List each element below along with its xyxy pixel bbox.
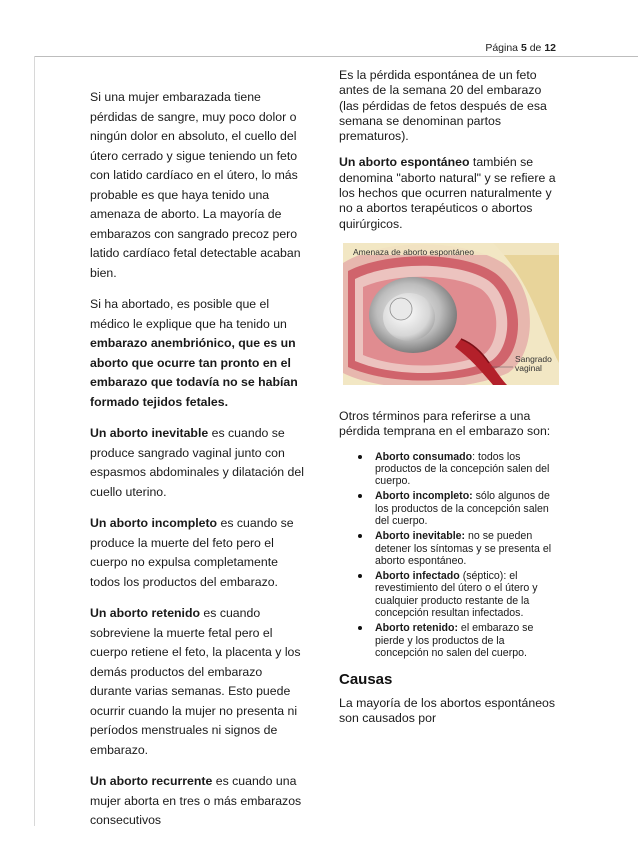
paragraph-incomplete: Un aborto incompleto es cuando se produce la muerte del feto pero el cuerpo no expulsa completamente todos los productos del embarazo. <box>90 516 294 589</box>
figure-label: Sangrado vaginal <box>515 353 552 373</box>
paragraph-causes: La mayoría de los abortos espontáneos son causados por <box>339 695 556 726</box>
paragraph-inevitable: Un aborto inevitable es cuando se produce sangrado vaginal junto con espasmos abdominales y dilatación del cuello uterino. <box>90 426 304 499</box>
figure-title: Amenaza de aborto espontáneo <box>353 246 474 257</box>
list-item: Aborto incompleto: sólo algunos de los productos de la concepción salen del cuerpo. <box>375 490 557 527</box>
paragraph-recurrent: Un aborto recurrente es cuando una mujer aborta en tres o más embarazos consecutivos <box>90 774 302 827</box>
list-item: Aborto inevitable: no se pueden detener los síntomas y se presenta el aborto espontáneo. <box>375 530 557 567</box>
threatened-abortion-illustration <box>343 243 559 385</box>
paragraph-anembryonic: Si ha abortado, es posible que el médico le explique que ha tenido un embarazo anembriónico, que es un aborto que ocurre tan pronto en el embarazo que todavía no se habían formado tejidos fetales. <box>90 297 298 409</box>
paragraph-other-terms: Otros términos para referirse a una pérdida temprana en el embarazo son: <box>339 408 551 439</box>
left-column <box>90 88 304 843</box>
paragraph-natural: Un aborto espontáneo también se denomina "aborto natural" y se refiere a los hechos que ocurren naturalmente y no a abortos terapéuticos o abortos quirúrgicos. <box>339 155 556 231</box>
list-item: Aborto retenido: el embarazo se pierde y los productos de la concepción no salen del cuerpo. <box>375 622 557 659</box>
section-title-causas: Causas <box>339 671 393 689</box>
list-item: Aborto consumado: todos los productos de la concepción salen del cuerpo. <box>375 451 557 488</box>
paragraph-threatened: Si una mujer embarazada tiene pérdidas de sangre, muy poco dolor o ningún dolor en absoluto, el cuello del útero cerrado y sigue teniendo un feto con latido cardíaco en el útero, lo más probable es que haya tenido una amenaza de aborto. La mayoría de embarazos con sangrado precoz pero latido cardíaco fetal detectable acaban bien. <box>90 90 301 280</box>
margin-rule <box>34 56 35 826</box>
list-item: Aborto infectado (séptico): el revestimiento del útero o el útero y cualquier producto restante de la concepción resultan infectados. <box>375 570 557 620</box>
page-number: Página 5 de 12 <box>485 42 556 54</box>
paragraph-retained: Un aborto retenido es cuando sobreviene la muerte fetal pero el cuerpo retiene el feto, la placenta y los demás productos del embarazo durante varias semanas. Esto puede ocurrir cuando la mujer no presenta ni períodos menstruales ni signos de embarazo. <box>90 606 301 757</box>
terms-list <box>339 451 557 660</box>
paragraph-definition: Es la pérdida espontánea de un feto antes de la semana 20 del embarazo (las pérdidas de fetos después de esa semana se denominan partos prematuros). <box>339 68 547 144</box>
right-column <box>339 68 557 737</box>
header-rule <box>34 56 638 57</box>
